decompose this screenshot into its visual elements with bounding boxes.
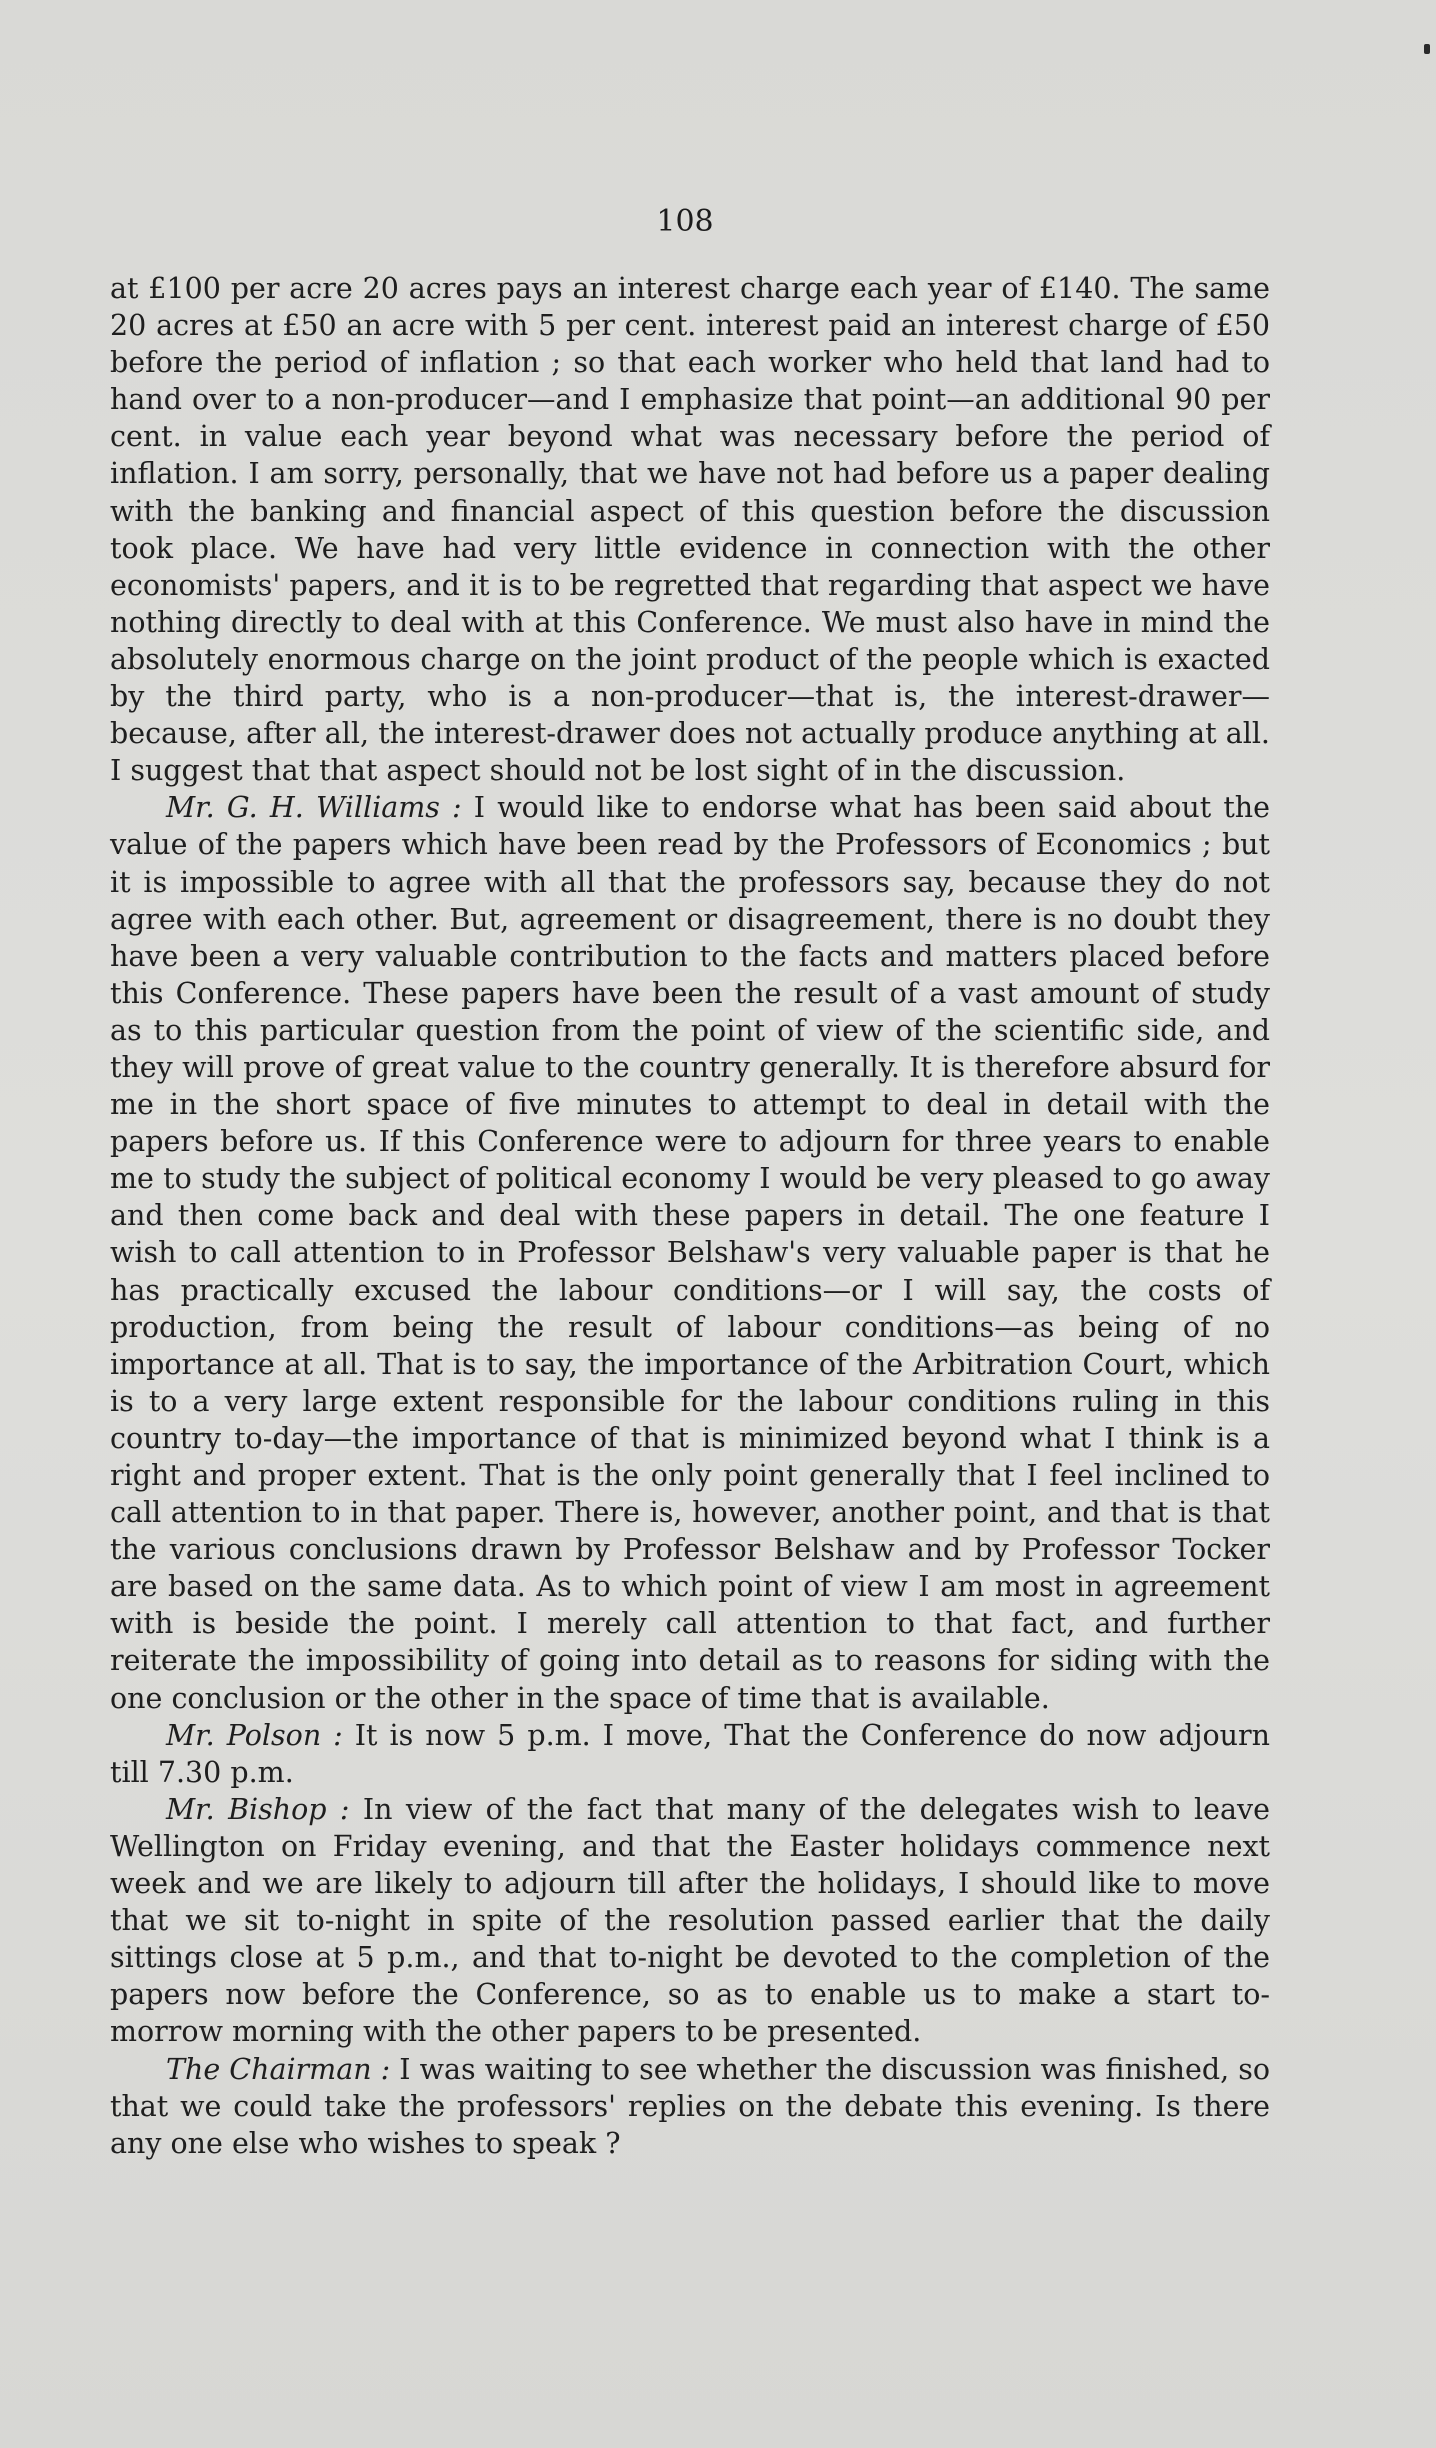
page-edge-mark: [1424, 44, 1430, 54]
speaker-name: The Chairman :: [166, 2052, 391, 2086]
paragraph-text: I was waiting to see whether the discussion was finished, so that we could take the professors' replies on the debate this evening. Is there any one else who wishes to speak ?: [110, 2052, 1270, 2160]
paragraph-3: [110, 1717, 1270, 1791]
speaker-name: Mr. G. H. Williams :: [166, 791, 462, 825]
paragraph-5: [110, 2051, 1270, 2162]
speaker-name: Mr. Bishop :: [166, 1792, 350, 1826]
paragraph-text: I would like to endorse what has been said about the value of the papers which have been read by the Professors of Economics ; but it is impossible to agree with all that the professors say, because they do not agree with each other. But, agreement or disagreement, there is no doubt they have been a very valuable contribution to the facts and matters placed before this Conference. These papers have been the result of a vast amount of study as to this particular question from the point of view of the scientific side, and they will prove of great value to the country generally. It is therefore absurd for me in the short space of five minutes to attempt to deal in detail with the papers before us. If this Conference were to adjourn for three years to enable me to study the subject of political economy I would be very pleased to go away and then come back and deal with these papers in detail. The one feature I wish to call attention to in Professor Belshaw's very valuable paper is that he has practically excused the labour conditions—or I will say, the costs of production, from being the result of labour conditions—as being of no importance at all. That is to say, the importance of the Arbitration Court, which is to a very large extent responsible for the labour conditions ruling in this country to-day—the importance of that is minimized beyond what I think is a right and proper extent. That is the only point generally that I feel inclined to call attention to in that paper. There is, however, another point, and that is that the various conclusions drawn by Professor Belshaw and by Professor Tocker are based on the same data. As to which point of view I am most in agreement with is beside the point. I merely call attention to that fact, and further reiterate the impossibility of going into detail as to reasons for siding with the one conclusion or the other in the space of time that is available.: [110, 791, 1270, 1715]
body-text: [110, 270, 1270, 2162]
paragraph-text: In view of the fact that many of the delegates wish to leave Wellington on Friday evening, and that the Easter holidays commence next week and we are likely to adjourn till after the holidays, I should like to move that we sit to-night in spite of the resolution passed earlier that the daily sittings close at 5 p.m., and that to-night be devoted to the completion of the papers now before the Conference, so as to enable us to make a start to-morrow morning with the other papers to be presented.: [110, 1792, 1270, 2049]
page-number: 108: [656, 204, 714, 239]
speaker-name: Mr. Polson :: [166, 1718, 343, 1752]
paragraph-1: [110, 270, 1270, 789]
paragraph-2: [110, 789, 1270, 1716]
paragraph-text: It is now 5 p.m. I move, That the Conference do now adjourn till 7.30 p.m.: [110, 1718, 1271, 1789]
paragraph-4: [110, 1791, 1270, 2051]
paragraph-text: at £100 per acre 20 acres pays an interest charge each year of £140. The same 20 acres at £50 an acre with 5 per cent. interest paid an interest charge of £50 before the period of inflation ; so that each worker who held that land had to hand over to a non-producer—and I emphasize that point—an additional 90 per cent. in value each year beyond what was necessary before the period of inflation. I am sorry, personally, that we have not had before us a paper dealing with the banking and financial aspect of this question before the discussion took place. We have had very little evidence in connection with the other economists' papers, and it is to be regretted that regarding that aspect we have nothing directly to deal with at this Conference. We must also have in mind the absolutely enormous charge on the joint product of the people which is exacted by the third party, who is a non-producer—that is, the interest-drawer—because, after all, the interest-drawer does not actually produce anything at all. I suggest that that aspect should not be lost sight of in the discussion.: [110, 272, 1270, 788]
